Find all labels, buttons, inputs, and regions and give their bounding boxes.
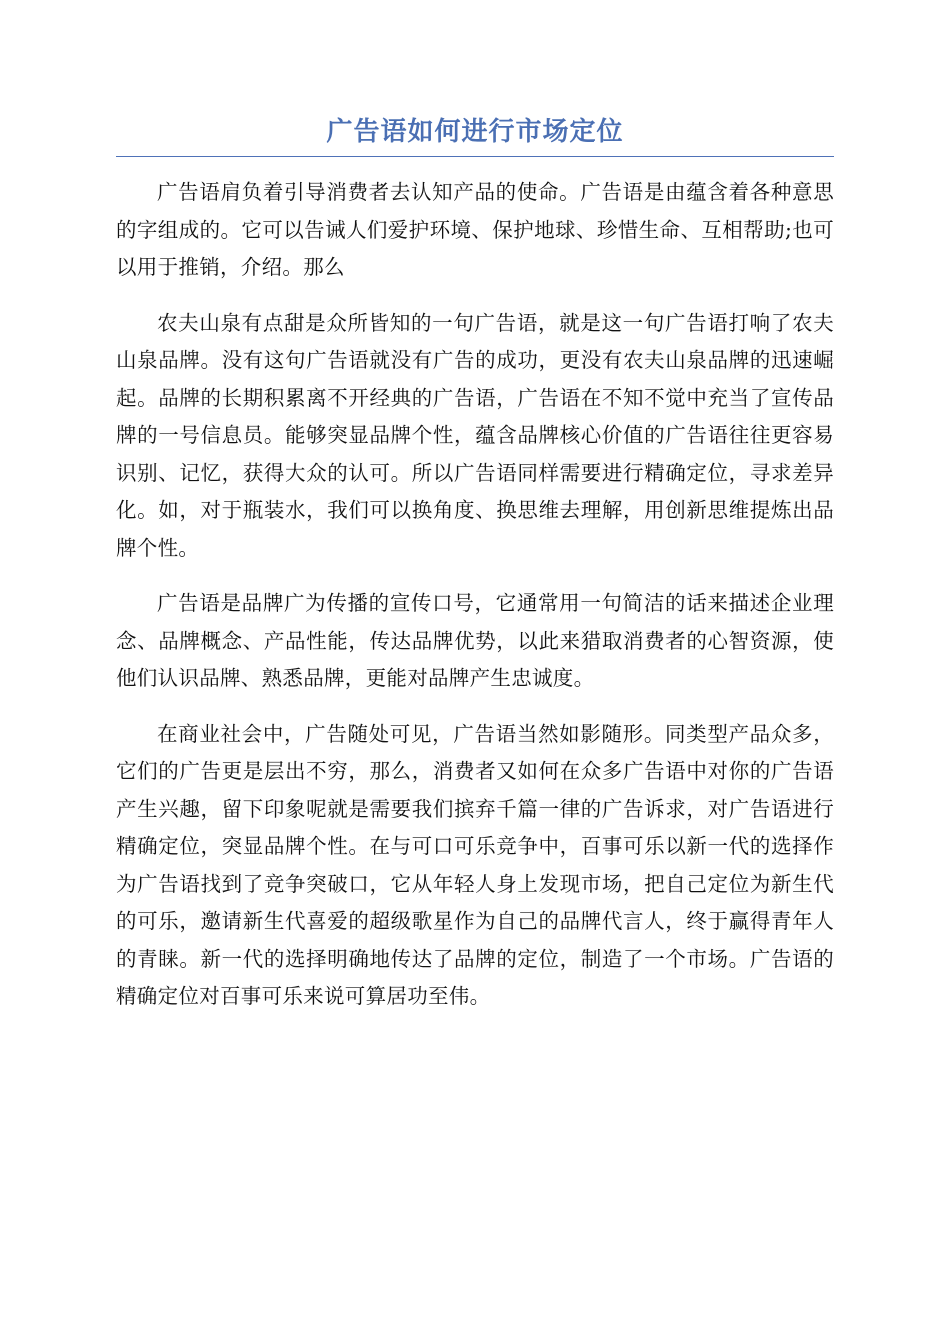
title-block bbox=[116, 112, 834, 157]
page-title: 广告语如何进行市场定位 bbox=[326, 117, 624, 147]
document-body bbox=[116, 174, 834, 1034]
paragraph-4: 在商业社会中，广告随处可见，广告语当然如影随形。同类型产品众多，它们的广告更是层出不穷，那么，消费者又如何在众多广告语中对你的广告语产生兴趣，留下印象呢就是需要我们摈弃千篇一律的广告诉求，对广告语进行精确定位，突显品牌个性。在与可口可乐竞争中，百事可乐以新一代的选择作为广告语找到了竞争突破口，它从年轻人身上发现市场，把自己定位为新生代的可乐，邀请新生代喜爱的超级歌星作为自己的品牌代言人，终于赢得青年人的青睐。新一代的选择明确地传达了品牌的定位，制造了一个市场。广告语的精确定位对百事可乐来说可算居功至伟。 bbox=[116, 721, 834, 1008]
paragraph-2: 农夫山泉有点甜是众所皆知的一句广告语，就是这一句广告语打响了农夫山泉品牌。没有这句广告语就没有广告的成功，更没有农夫山泉品牌的迅速崛起。品牌的长期积累离不开经典的广告语，广告语在不知不觉中充当了宣传品牌的一号信息员。能够突显品牌个性，蕴含品牌核心价值的广告语往往更容易识别、记忆，获得大众的认可。所以广告语同样需要进行精确定位，寻求差异化。如，对于瓶装水，我们可以换角度、换思维去理解，用创新思维提炼出品牌个性。 bbox=[116, 310, 834, 560]
paragraph-3: 广告语是品牌广为传播的宣传口号，它通常用一句简洁的话来描述企业理念、品牌概念、产品性能，传达品牌优势，以此来猎取消费者的心智资源，使他们认识品牌、熟悉品牌，更能对品牌产生忠诚度。 bbox=[116, 591, 834, 690]
paragraph-1: 广告语肩负着引导消费者去认知产品的使命。广告语是由蕴含着各种意思的字组成的。它可以告诫人们爱护环境、保护地球、珍惜生命、互相帮助;也可以用于推销，介绍。那么 bbox=[116, 180, 834, 279]
